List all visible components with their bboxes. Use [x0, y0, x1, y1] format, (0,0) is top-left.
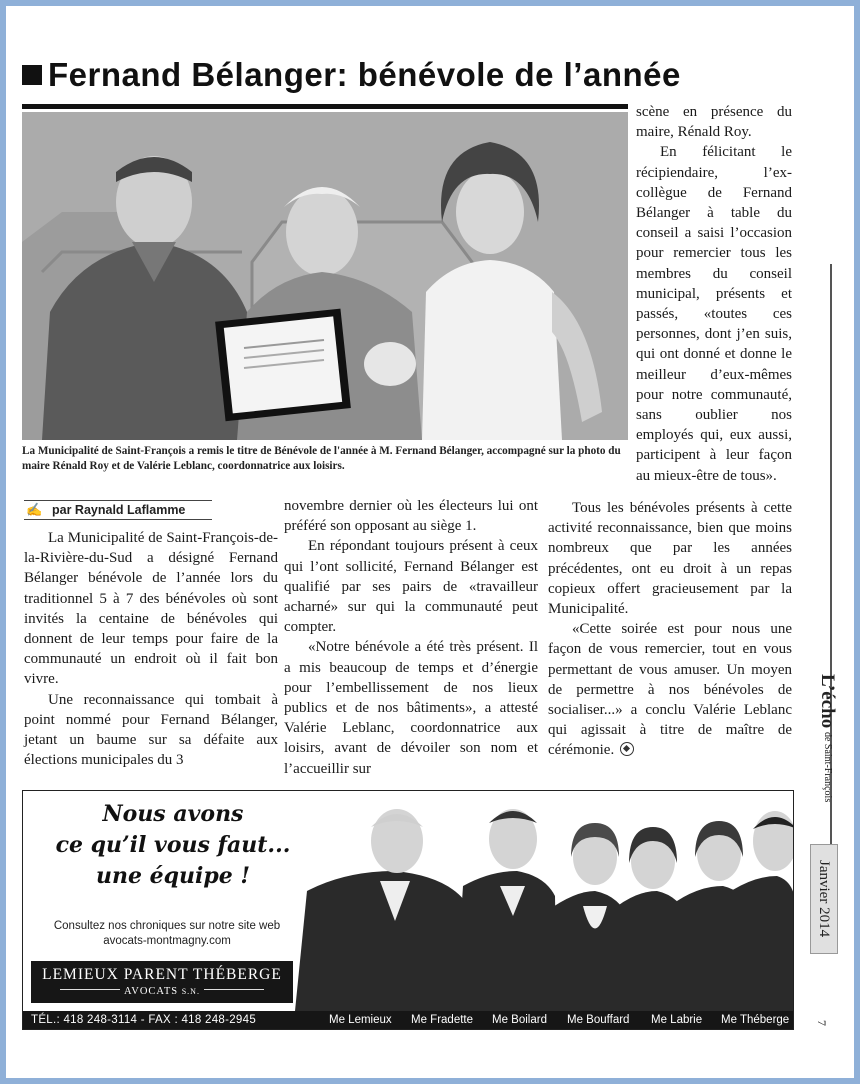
ad-consult-text — [29, 919, 305, 949]
law-firm-advertisement — [22, 790, 794, 1030]
website-link[interactable]: avocats-montmagny.com — [103, 935, 231, 947]
page-number: 7 — [815, 1020, 829, 1026]
newspaper-page — [6, 6, 854, 1078]
paragraph: Tous les bénévoles présents à cette activité reconnaissance, bien que moins nombreux que par les années précédentes, ont eu droit à un repas copieux offert gracieusement par la Municipalité. — [548, 500, 792, 618]
publication-subtitle: de Saint-François — [822, 731, 833, 803]
article-column-3-top — [636, 102, 792, 486]
headline-square-icon — [22, 65, 42, 85]
lawyer-name: Me Labrie — [651, 1014, 703, 1026]
article-column-1 — [24, 528, 278, 770]
pen-icon: ✍ — [26, 502, 43, 517]
lawyer-name: Me Théberge — [721, 1014, 790, 1026]
paragraph: En félicitant le récipiendaire, l’ex-collègue de Fernand Bélanger à table du conseil a saisi l’occasion pour remercier tous les membres du conseil municipal, présents et passés, «toutes ces personnes, dont j’en suis, qui ont donné et donne le meilleur d’eux-mêmes pour notre communauté, sans oublier nos employés qui, eux aussi, participent à leur façon au mieux-être de tous». — [636, 144, 792, 484]
firm-sub-label: AVOCATS — [124, 986, 179, 997]
page-sidebar — [806, 264, 838, 1044]
article-column-2 — [284, 496, 538, 779]
paragraph: scène en présence du maire, Rénald Roy. — [636, 104, 792, 141]
lawyer-name: Me Boilard — [492, 1014, 547, 1026]
issue-date: Janvier 2014 — [810, 844, 838, 954]
ad-contact-bar — [23, 1011, 793, 1030]
lawyer-name: Me Fradette — [411, 1014, 473, 1026]
lawyers-illustration — [285, 791, 794, 1011]
firm-logo — [31, 961, 293, 1003]
publication-name — [806, 674, 838, 844]
photo-caption: La Municipalité de Saint-François a remis le titre de Bénévole de l'année à M. Fernand Bélanger, accompagné sur la photo du maire Rénald Roy et de Valérie Leblanc, coordonnatrice aux loisirs. — [22, 445, 621, 472]
byline-text: par Raynald Laflamme — [52, 503, 186, 517]
lawyer-name: Me Bouffard — [567, 1014, 630, 1026]
article-headline — [22, 56, 802, 94]
consult-line: Consultez nos chroniques sur notre site web — [53, 920, 281, 932]
paragraph — [548, 619, 792, 760]
closing-paragraph-text: «Cette soirée est pour nous une façon de vous remercier, tout en vous permettant de vous amuser. Un moyen de permettre à nos bénévoles de socialiser...» a conclu Valérie Leblanc qui agissait à titre de maître de cérémonie. — [548, 621, 792, 759]
headline-rule — [22, 104, 628, 109]
lawyers-photo — [285, 791, 794, 1011]
lawyer-name: Me Lemieux — [329, 1014, 392, 1026]
firm-name: LEMIEUX PARENT THÉBERGE — [42, 966, 282, 983]
article-title: Fernand Bélanger: bénévole de l’année — [48, 56, 681, 93]
paragraph: En répondant toujours présent à ceux qui l’ont sollicité, Fernand Bélanger est qualifié par ses pairs de «travailleur acharné» sur qui la communauté peut compter. — [284, 538, 538, 636]
ad-slogan — [53, 799, 293, 892]
firm-subtitle — [31, 986, 293, 997]
photo-illustration — [22, 112, 628, 440]
paragraph: La Municipalité de Saint-François-de-la-Rivière-du-Sud a désigné Fernand Bélanger bénévole de l’année lors du traditionnel 5 à 7 des bénévoles où sont invités la centaine de bénévoles qui donnent de leur temps pour faire de la communauté un endroit où il fait bon vivre. — [24, 530, 278, 688]
publication-title: L’écho — [817, 674, 838, 729]
byline — [24, 500, 212, 520]
paragraph: novembre dernier où les électeurs lui ont préféré son opposant au siège 1. — [284, 498, 538, 535]
slogan-line-3: une équipe ! — [95, 863, 251, 889]
divider — [60, 989, 120, 990]
article-column-3-bottom — [548, 498, 792, 761]
paragraph: «Notre bénévole a été très présent. Il a mis beaucoup de temps et d’énergie pour l’embellissement de nos lieux publics et de nos bâtiments», a attesté Valérie Leblanc, coordonnatrice aux loisirs, avant de dévoiler son nom et l’accueillir sur — [284, 639, 538, 777]
end-of-article-icon — [620, 742, 634, 756]
article-photo — [22, 112, 628, 440]
slogan-line-1: Nous avons — [102, 801, 244, 827]
paragraph: Une reconnaissance qui tombait à point nommé pour Fernand Bélanger, jetant un baume sur sa défaite aux élections municipales du 3 — [24, 691, 278, 769]
divider — [204, 989, 264, 990]
firm-sn-label: S.N. — [181, 987, 200, 996]
phone-fax: TÉL.: 418 248-3114 - FAX : 418 248-2945 — [31, 1014, 257, 1026]
slogan-line-2: ce qu’il vous faut... — [55, 832, 291, 858]
